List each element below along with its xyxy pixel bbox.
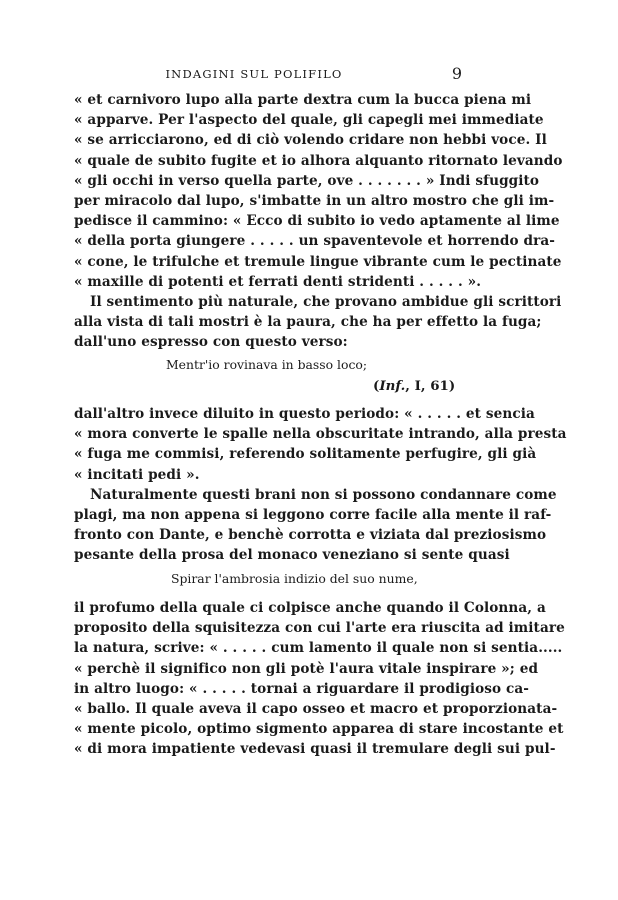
verse-quote-2: Spirar l'ambrosia indizio del suo nume, [171,571,418,586]
running-title: INDAGINI SUL POLIFILO [165,67,343,81]
text-line: « della porta giungere . . . . . un spaventevole et horrendo dra- [74,233,555,250]
text-line: dall'altro invece diluito in questo periodo: « . . . . . et sencia [74,406,535,422]
text-line: plagi, ma non appena si leggono corre facile alla mente il raf- [74,507,552,524]
text-line: « gli occhi in verso quella parte, ove . . . . . . . » Indi sfuggito [74,172,540,189]
text-line: per miracolo dal lupo, s'imbatte in un altro mostro che gli im- [74,193,555,210]
text-line: « se arricciarono, ed di ciò volendo cridare non hebbi voce. Il [74,132,547,149]
text-line: in altro luogo: « . . . . . tornai a riguardare il prodigioso ca- [74,680,530,697]
text-line: la natura, scrive: « . . . . . cum lamento il quale non si sentia..... [74,640,563,657]
text-line: « apparve. Per l'aspecto del quale, gli capegli mei immediate [74,112,544,129]
verse-quote-1: Mentr'io rovinava in basso loco; [166,357,368,372]
text-line: « ballo. Il quale aveva il capo osseo et macro et proporzionata- [74,701,558,718]
text-line: pedisce il cammino: « Ecco di subito io vedo aptamente al lime [74,213,560,230]
text-line: Naturalmente questi brani non si possono condannare come [90,486,557,503]
running-head [74,64,462,84]
text-line: « perchè il significo non gli potè l'aura vitale inspirare »; ed [74,660,539,677]
text-line: dall'uno espresso con questo verso: [74,334,348,351]
text-line: « fuga me commisi, referendo solitamente perfugire, gli già [74,446,537,463]
text-line: « di mora impatiente vedevasi quasi il tremulare degli sui pul- [74,741,556,758]
text-line: pesante della prosa del monaco veneziano si sente quasi [74,547,510,564]
paragraph-block-2 [74,404,567,566]
page-number: 9 [451,64,462,83]
text-line: alla vista di tali mostri è la paura, che ha per effetto la fuga; [74,314,542,331]
text-line: « maxille di potenti et ferrati denti stridenti . . . . . ». [74,273,482,290]
text-line: fronto con Dante, e benchè corrotta e viziata dal preziosismo [74,527,547,544]
paragraph-block-1 [74,90,563,353]
text-line: « et carnivoro lupo alla parte dextra cum la bucca piena mi [74,92,532,108]
paragraph-block-3 [74,598,565,760]
text-line: « mora converte le spalle nella obscuritate intrando, alla presta [74,426,567,443]
text-line: proposito della squisitezza con cui l'arte era riuscita ad imitare [74,620,565,637]
text-line: « cone, le trifulche et tremule lingue vibrante cum le pectinate [74,253,562,270]
text-line: Il sentimento più naturale, che provano ambidue gli scrittori [90,294,562,311]
text-line: il profumo della quale ci colpisce anche quando il Colonna, a [74,600,546,616]
text-line: « quale de subito fugite et io alhora alquanto ritornato levando [74,152,563,169]
verse-citation: (Inf., I, 61) [373,378,456,394]
text-line: « mente picolo, optimo sigmento apparea di stare incostante et [74,721,564,738]
text-line: « incitati pedi ». [74,466,200,483]
